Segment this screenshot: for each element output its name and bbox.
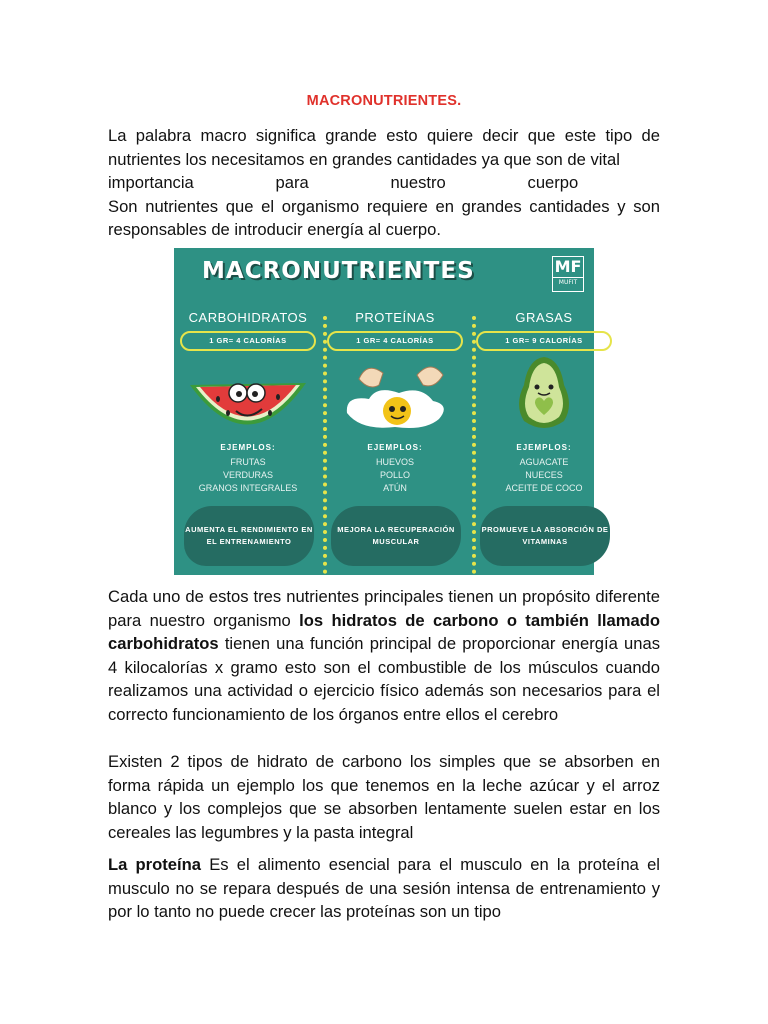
intro-line-3: Son nutrientes que el organismo requiere en grandes cantidades y son responsables de introducir energía al cuerpo. [108,196,660,239]
paragraph-text: Es el alimento esencial para el musculo en la proteína el musculo no se repara después de una sesión intensa de entrenamiento y por lo tanto no puede crecer las proteínas son un tipo [108,855,660,921]
logo-text: MUFIT [553,277,583,288]
example-item: FRUTAS [230,457,266,467]
benefit-badge: PROMUEVE LA ABSORCIÓN DE VITAMINAS [480,506,610,566]
watermelon-icon [178,355,318,433]
calories-pill: 1 GR= 9 CALORÍAS [476,331,612,351]
benefit-badge: AUMENTA EL RENDIMIENTO EN EL ENTRENAMIENTO [184,506,314,566]
intro-paragraph [108,124,660,242]
paragraph-text: tienen una función principal de proporcionar energía unas 4 kilocalorías x gramo esto son el combustible de los músculos cuando realizamos una actividad o ejercicio físico además son necesarios para el correcto funcionamiento de los órganos entre ellos el cerebro [108,634,660,724]
bold-phrase: La proteína [108,855,202,874]
macronutrients-infographic [174,248,609,575]
example-item: VERDURAS [222,470,273,480]
example-item: AGUACATE [519,457,569,467]
intro-word: importancia [108,173,194,192]
examples-label: EJEMPLOS: [367,443,423,452]
egg-icon [325,355,465,433]
example-item: ATÚN [383,483,407,493]
intro-line-2 [108,171,660,195]
examples-list [325,456,465,495]
intro-word: cuerpo [527,173,579,192]
example-item: ACEITE DE COCO [505,483,583,493]
document-title: MACRONUTRIENTES. [306,93,462,109]
bold-phrase: los hidratos de carbono o también llamado carbohidratos [108,610,660,653]
example-item: GRANOS INTEGRALES [198,483,298,493]
column-name: CARBOHIDRATOS [188,310,308,325]
paragraph-proteina [108,853,660,924]
paragraph-carbohidratos [108,585,660,726]
column-name: GRASAS [515,310,573,325]
calories-pill: 1 GR= 4 CALORÍAS [327,331,463,351]
benefit-badge: MEJORA LA RECUPERACIÓN MUSCULAR [331,506,461,566]
intro-word: para [275,173,309,192]
paragraph-text: Cada uno de estos tres nutrientes principales tienen un propósito diferente para nuestro organismo [108,587,660,630]
intro-word: nuestro [390,173,446,192]
calories-pill: 1 GR= 4 CALORÍAS [180,331,316,351]
examples-list [178,456,318,495]
examples-list [474,456,614,495]
column-name: PROTEÍNAS [355,310,435,325]
example-item: POLLO [379,470,410,480]
column-proteinas [325,310,465,495]
example-item: NUECES [525,470,563,480]
example-item: HUEVOS [375,457,414,467]
column-grasas [474,310,614,495]
paragraph-tipos: Existen 2 tipos de hidrato de carbono los simples que se absorben en forma rápida un ejemplo los que tenemos en la leche azúcar y el arroz blanco y los complejos que se absorben lentamente suelen estar en los cereales las legumbres y la pasta integral [108,752,660,842]
mufit-logo [552,256,584,292]
logo-mark: MF [554,257,582,276]
intro-line-1: La palabra macro significa grande esto quiere decir que este tipo de nutrientes los necesitamos en grandes cantidades ya que son de vital [108,126,660,169]
infographic-title: MACRONUTRIENTES [202,258,475,284]
column-carbohidratos [178,310,318,495]
examples-label: EJEMPLOS: [516,443,572,452]
examples-label: EJEMPLOS: [220,443,276,452]
avocado-icon [474,355,614,433]
